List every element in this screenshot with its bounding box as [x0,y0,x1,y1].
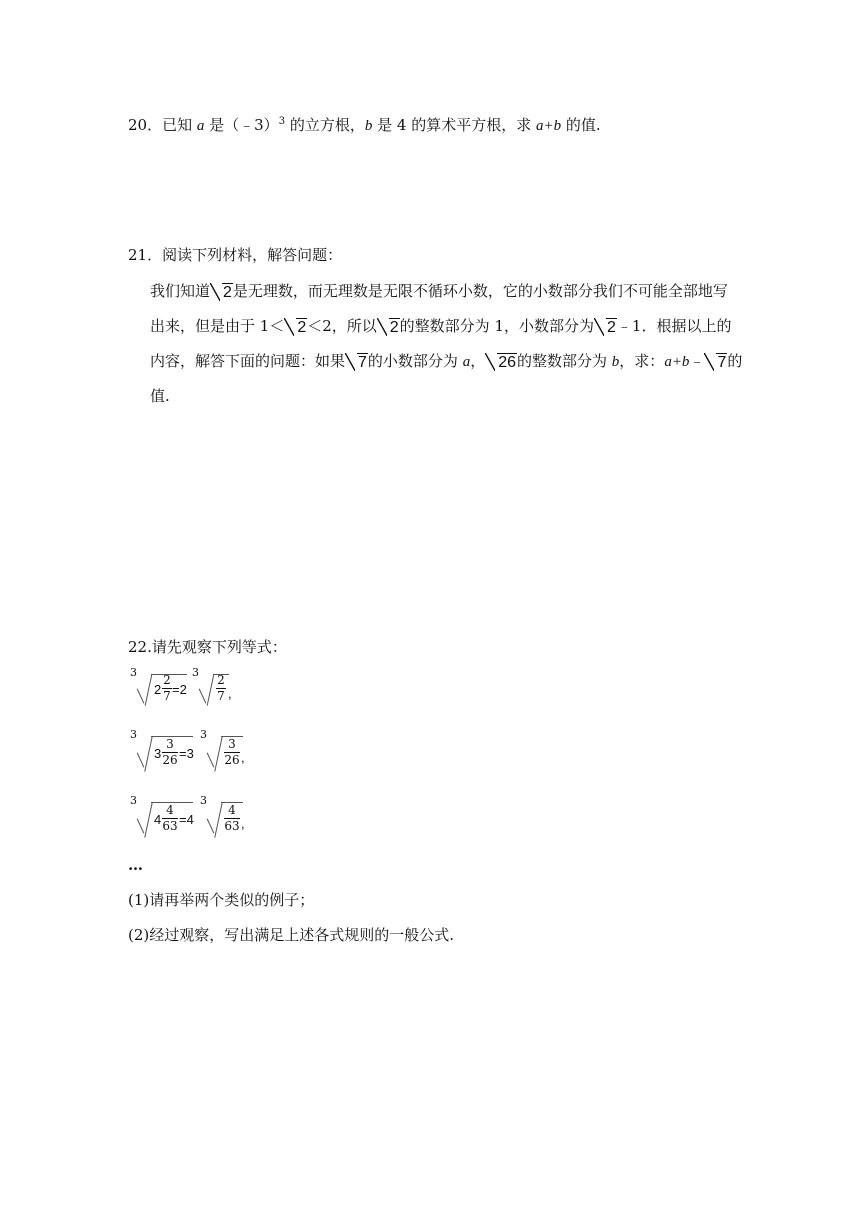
text: 的小数部分为 [367,352,463,370]
fraction [162,738,178,767]
radicand: 26 [498,353,517,371]
question-21-line-2 [150,316,731,337]
expr-a-plus-b: a+b [664,354,690,370]
radical-sign [144,802,152,837]
text: 出来，但是由于 1＜ [150,317,285,335]
denominator: 63 [162,819,178,833]
question-21-line-3 [150,351,742,372]
radical-sign [137,753,145,768]
question-22-part-2: (2)经过观察，写出满足上述各式规则的一般公式. [128,926,455,944]
sqrt-2 [594,318,617,337]
radical-sign [207,753,215,768]
radicand: 2 [389,318,399,336]
denominator: 26 [224,753,240,767]
comma: , [228,686,232,701]
ellipsis: … [128,856,143,874]
fraction [162,804,178,833]
var-b: b [611,354,620,370]
question-22-header: 22.请先观察下列等式： [128,638,287,656]
radicand: 2 [297,318,307,336]
radical-sign [137,689,145,704]
question-20 [128,112,601,136]
text: 的整数部分为 [517,352,612,370]
text: 内容，解答下面的问题：如果 [150,352,346,370]
text: 是无理数，而无理数是无限不循环小数，它的小数部分我们不可能全部地写 [232,282,728,300]
denominator: 63 [224,819,240,833]
question-number: 20． [128,116,163,134]
whole-part: 2 [154,682,162,697]
denominator: 7 [163,689,171,703]
fraction [224,804,240,833]
root-index: 3 [200,794,207,807]
fraction [162,674,172,703]
question-21-header: 21．阅读下列材料，解答问题： [128,246,343,264]
sqrt-2 [284,318,307,337]
whole-part: 3 [154,746,162,761]
text: 我们知道 [150,282,211,300]
text: ﹣1．根据以上的 [616,317,732,335]
question-22-part-1: (1)请再举两个类似的例子； [128,891,315,909]
text: ＜2，所以 [307,317,377,335]
text: ，求： [619,352,665,370]
numerator: 4 [166,803,174,817]
radical-sign [137,819,145,834]
radicand: 2 [607,318,616,336]
numerator: 3 [228,737,236,751]
question-21-line-1 [150,281,728,302]
text: 的整数部分为 1，小数部分为 [399,317,594,335]
numerator: 4 [228,803,236,817]
radical-sign [207,674,215,706]
question-21-line-4: 值. [150,387,170,405]
exponent: 3 [278,116,286,127]
denominator: 7 [217,689,225,703]
radicand: 7 [717,353,727,371]
radical-sign [214,802,222,837]
equals-coefficient: =2 [172,682,187,697]
radical-sign [199,689,207,704]
var-b: b [364,118,373,134]
numerator: 2 [217,673,225,687]
text: 的值. [561,116,601,134]
expr-a-plus-b: a+b [535,118,562,134]
equals-coefficient: =4 [179,812,194,827]
numerator: 2 [163,673,171,687]
fraction [224,738,240,767]
denominator: 26 [162,753,178,767]
root-index: 3 [130,728,137,741]
root-index: 3 [130,666,137,679]
text: ﹣ [689,352,705,370]
radicand: 7 [358,353,367,371]
sqrt-7 [345,353,368,372]
root-index: 3 [200,728,207,741]
text: 是（﹣3） [204,116,279,134]
sqrt-2 [210,283,233,302]
text: ， [470,352,486,370]
radicand: 2 [223,283,232,301]
comma: , [241,816,245,831]
whole-part: 4 [154,812,162,827]
text: 的 [727,352,743,370]
sqrt-2 [377,318,400,337]
radical-sign [207,819,215,834]
radical-sign [214,736,222,771]
equals-coefficient: =3 [179,746,194,761]
equation-2 [128,728,278,778]
text: 已知 [162,116,197,134]
comma: , [241,750,245,765]
sqrt-26 [485,353,517,372]
var-a: a [196,118,205,134]
root-index: 3 [130,794,137,807]
numerator: 3 [166,737,174,751]
equation-1 [128,666,268,712]
var-a: a [462,354,471,370]
text: 是 4 的算术平方根，求 [372,116,536,134]
radical-sign [145,674,153,706]
root-index: 3 [192,666,199,679]
equation-3 [128,794,278,844]
sqrt-7 [704,353,727,372]
text: 的立方根， [285,116,365,134]
radical-sign [144,736,152,771]
fraction [216,674,226,703]
